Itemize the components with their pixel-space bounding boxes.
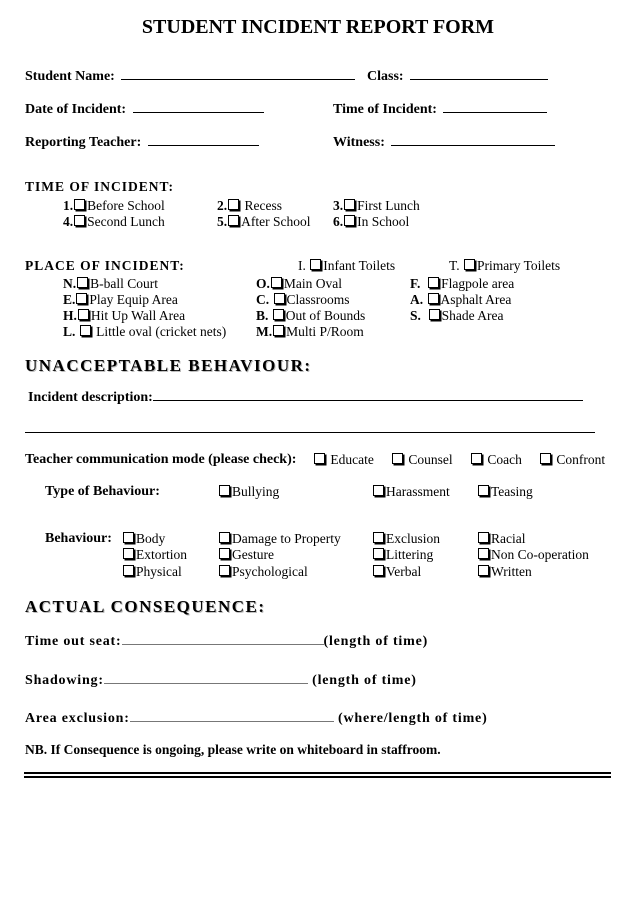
- checkbox-icon[interactable]: [123, 565, 134, 576]
- behaviour-option-body[interactable]: Body: [122, 531, 165, 547]
- place-option-o[interactable]: O. Main Oval: [256, 276, 343, 291]
- witness-label: Witness:: [333, 135, 385, 150]
- behaviour-section-heading: UNACCEPTABLE BEHAVIOUR:: [25, 356, 312, 375]
- checkbox-icon[interactable]: [76, 293, 87, 304]
- shadowing-label: Shadowing:: [25, 673, 104, 688]
- place-option-b[interactable]: B. Out of Bounds: [256, 308, 366, 323]
- checkbox-icon[interactable]: [373, 565, 384, 576]
- timeout-field[interactable]: [25, 632, 428, 650]
- witness-line[interactable]: [391, 132, 555, 146]
- checkbox-icon[interactable]: [228, 215, 239, 226]
- place-option-i[interactable]: I. Infant Toilets: [298, 258, 396, 273]
- teacher-line[interactable]: [148, 132, 259, 146]
- area-exclusion-suffix: (where/length of time): [338, 711, 488, 726]
- student-name-line[interactable]: [121, 66, 355, 80]
- checkbox-icon[interactable]: [373, 485, 384, 496]
- class-field[interactable]: [367, 66, 548, 85]
- checkbox-icon[interactable]: [274, 293, 285, 304]
- form-title: STUDENT INCIDENT REPORT FORM: [141, 16, 495, 38]
- time-option-5[interactable]: 5. After School: [217, 214, 311, 229]
- place-option-e[interactable]: E. Play Equip Area: [63, 292, 178, 307]
- checkbox-icon[interactable]: [219, 565, 230, 576]
- checkbox-icon[interactable]: [228, 199, 239, 210]
- behaviour-option-written[interactable]: Written: [477, 564, 532, 580]
- type-of-behaviour-label: Type of Behaviour:: [45, 484, 160, 499]
- place-option-t[interactable]: T. Primary Toilets: [449, 258, 561, 273]
- checkbox-icon[interactable]: [310, 259, 321, 270]
- checkbox-icon[interactable]: [471, 453, 482, 464]
- ongoing-note: NB. If Consequence is ongoing, please write on whiteboard in staffroom.: [25, 742, 441, 757]
- comm-option-confront[interactable]: Confront: [539, 452, 605, 468]
- place-section-heading: PLACE OF INCIDENT:: [25, 258, 185, 273]
- incident-description-line-2[interactable]: [25, 432, 595, 433]
- place-option-a[interactable]: A. Asphalt Area: [410, 292, 512, 307]
- witness-field[interactable]: [333, 132, 555, 151]
- checkbox-icon[interactable]: [429, 309, 440, 320]
- timeout-line[interactable]: [122, 632, 324, 645]
- student-name-label: Student Name:: [25, 69, 115, 84]
- time-line[interactable]: [443, 99, 547, 113]
- place-option-h[interactable]: H. Hit Up Wall Area: [63, 308, 186, 323]
- class-label: Class:: [367, 69, 404, 84]
- timeout-suffix: (length of time): [323, 634, 429, 649]
- behaviour-option-littering[interactable]: Littering: [372, 547, 433, 563]
- checkbox-icon[interactable]: [80, 325, 91, 336]
- behaviour-option-gesture[interactable]: Gesture: [218, 547, 274, 563]
- checkbox-icon[interactable]: [78, 309, 89, 320]
- checkbox-icon[interactable]: [373, 548, 384, 559]
- checkbox-icon[interactable]: [123, 548, 134, 559]
- checkbox-icon[interactable]: [540, 453, 551, 464]
- incident-description-line[interactable]: [153, 387, 583, 401]
- time-field[interactable]: [333, 99, 547, 118]
- checkbox-icon[interactable]: [478, 532, 489, 543]
- place-option-s[interactable]: S. Shade Area: [410, 308, 504, 323]
- time-option-4[interactable]: 4. Second Lunch: [63, 214, 165, 229]
- area-exclusion-line[interactable]: [130, 709, 334, 722]
- time-option-6[interactable]: 6. In School: [333, 214, 410, 229]
- behaviour-option-physical[interactable]: Physical: [122, 564, 182, 580]
- checkbox-icon[interactable]: [219, 485, 230, 496]
- checkbox-icon[interactable]: [273, 309, 284, 320]
- checkbox-icon[interactable]: [123, 532, 134, 543]
- place-option-l[interactable]: L. Little oval (cricket nets): [63, 324, 227, 339]
- behaviour-option-psychological[interactable]: Psychological: [218, 564, 308, 580]
- type-option-harassment[interactable]: Harassment: [372, 484, 450, 500]
- place-option-m[interactable]: M. Multi P/Room: [256, 324, 364, 339]
- checkbox-icon[interactable]: [77, 277, 88, 288]
- bottom-divider-bottom: [24, 776, 611, 778]
- student-name-field[interactable]: [25, 66, 355, 85]
- area-exclusion-label: Area exclusion:: [25, 711, 130, 726]
- time-option-1[interactable]: 1. Before School: [63, 198, 165, 213]
- checkbox-icon[interactable]: [428, 293, 439, 304]
- class-line[interactable]: [410, 66, 548, 80]
- time-option-2[interactable]: 2. Recess: [217, 198, 282, 213]
- checkbox-icon[interactable]: [273, 325, 284, 336]
- teacher-label: Reporting Teacher:: [25, 135, 142, 150]
- shadowing-line[interactable]: [104, 671, 308, 684]
- timeout-label: Time out seat:: [25, 634, 122, 649]
- place-option-n[interactable]: N. B-ball Court: [63, 276, 158, 291]
- place-option-f[interactable]: F. Flagpole area: [410, 276, 515, 291]
- shadowing-suffix: (length of time): [312, 673, 417, 688]
- checkbox-icon[interactable]: [428, 277, 439, 288]
- behaviour-option-non-cooperation[interactable]: Non Co-operation: [477, 547, 589, 563]
- comm-option-coach[interactable]: Coach: [470, 452, 522, 468]
- date-line[interactable]: [133, 99, 264, 113]
- checkbox-icon[interactable]: [271, 277, 282, 288]
- type-option-bullying[interactable]: Bullying: [218, 484, 279, 500]
- behaviour-option-racial[interactable]: Racial: [477, 531, 525, 547]
- consequence-section-heading: ACTUAL CONSEQUENCE:: [25, 597, 266, 616]
- place-option-c[interactable]: C. Classrooms: [256, 292, 350, 307]
- comm-option-educate[interactable]: Educate: [313, 452, 374, 468]
- checkbox-icon[interactable]: [314, 453, 325, 464]
- behaviour-option-verbal[interactable]: Verbal: [372, 564, 421, 580]
- communication-label: Teacher communication mode (please check):: [25, 452, 297, 467]
- date-label: Date of Incident:: [25, 102, 127, 117]
- time-label: Time of Incident:: [333, 102, 437, 117]
- checkbox-icon[interactable]: [219, 548, 230, 559]
- checkbox-icon[interactable]: [478, 548, 489, 559]
- checkbox-icon[interactable]: [344, 215, 355, 226]
- type-option-teasing[interactable]: Teasing: [477, 484, 533, 500]
- checkbox-icon[interactable]: [478, 485, 489, 496]
- behaviour-label: Behaviour:: [45, 531, 112, 546]
- area-exclusion-field[interactable]: [25, 709, 488, 727]
- checkbox-icon[interactable]: [344, 199, 355, 210]
- checkbox-icon[interactable]: [464, 259, 475, 270]
- incident-description-field[interactable]: [28, 387, 583, 406]
- checkbox-icon[interactable]: [74, 215, 85, 226]
- time-section-heading: TIME OF INCIDENT:: [25, 179, 175, 194]
- checkbox-icon[interactable]: [74, 199, 85, 210]
- time-option-3[interactable]: 3. First Lunch: [333, 198, 420, 213]
- checkbox-icon[interactable]: [478, 565, 489, 576]
- bottom-divider-top: [24, 772, 611, 774]
- comm-option-counsel[interactable]: Counsel: [391, 452, 453, 468]
- teacher-field[interactable]: [25, 132, 259, 151]
- incident-description-label: Incident description:: [28, 390, 153, 405]
- shadowing-field[interactable]: [25, 671, 417, 689]
- behaviour-option-exclusion[interactable]: Exclusion: [372, 531, 440, 547]
- checkbox-icon[interactable]: [219, 532, 230, 543]
- behaviour-option-extortion[interactable]: Extortion: [122, 547, 187, 563]
- date-field[interactable]: [25, 99, 264, 118]
- checkbox-icon[interactable]: [392, 453, 403, 464]
- behaviour-option-damage[interactable]: Damage to Property: [218, 531, 341, 547]
- checkbox-icon[interactable]: [373, 532, 384, 543]
